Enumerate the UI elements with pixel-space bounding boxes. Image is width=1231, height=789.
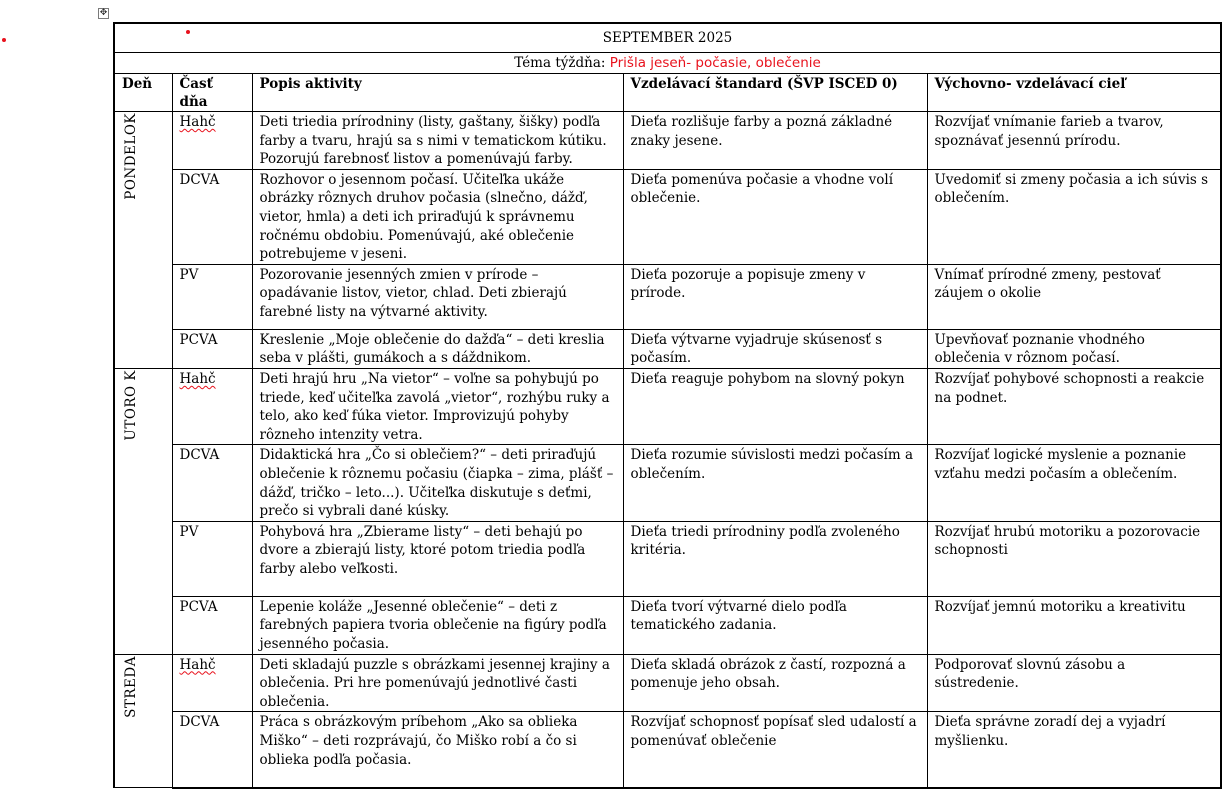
- standard-cell-text: Dieťa rozumie súvislosti medzi počasím a oblečením.: [630, 447, 914, 482]
- goal-cell: [927, 445, 1221, 521]
- standard-cell: [623, 264, 927, 329]
- standard-cell-text: Dieťa výtvarne vyjadruje skúsenosť s počasím.: [630, 331, 883, 367]
- activity-cell-text: Práca s obrázkovým príbehom „Ako sa oblieka Miško“ – deti rozprávajú, čo Miško robí a čo si oblieka podľa počasia.: [259, 714, 578, 768]
- day-name: STREDA: [123, 655, 139, 718]
- goal-cell-text: Upevňovať poznanie vhodného oblečenia v rôznom počasí.: [934, 331, 1145, 367]
- activity-cell: [252, 521, 623, 596]
- day-part-cell: [172, 368, 252, 444]
- day-part-cell: [172, 654, 252, 712]
- goal-cell: [927, 329, 1221, 368]
- goal-cell: [927, 368, 1221, 444]
- goal-cell: [927, 169, 1221, 264]
- month-title: [114, 23, 1221, 53]
- col-header-standard: Vzdelávací štandard (ŠVP ISCED 0): [623, 74, 927, 112]
- day-part-cell-text: DCVA: [179, 447, 220, 464]
- activity-cell-text: Lepenie koláže „Jesenné oblečenie“ – deti z farebných papiera tvoria oblečenie na figúry podľa jesenného počasia.: [259, 598, 607, 652]
- activity-cell: [252, 445, 623, 521]
- day-part-cell-text: Hahč: [179, 114, 216, 130]
- table-row: [114, 521, 1221, 596]
- activity-cell-text: Didaktická hra „Čo si oblečiem?“ – deti priraďujú oblečenie k rôznemu počasiu (čiapka – zima, plášť – dážď, tričko – leto...). Učiteľka diskutuje s deťmi, prečo si vybrali dané kúsky.: [259, 447, 614, 520]
- table-row: [114, 654, 1221, 712]
- goal-cell-text: Rozvíjať hrubú motoriku a pozorovacie schopnosti: [934, 523, 1201, 559]
- day-part-cell-text: DCVA: [179, 714, 220, 731]
- theme-value: Prišla jeseň- počasie, oblečenie: [609, 55, 821, 71]
- table-row: [114, 596, 1221, 654]
- day-part-cell-text: PV: [179, 523, 199, 540]
- table-row: [114, 264, 1221, 329]
- standard-cell-text: Dieťa pomenúva počasie a vhodne volí oblečenie.: [630, 171, 894, 207]
- theme-row: [114, 53, 1221, 74]
- goal-cell: [927, 112, 1221, 170]
- activity-cell: [252, 169, 623, 264]
- activity-cell: [252, 712, 623, 788]
- day-part-cell: [172, 264, 252, 329]
- standard-cell: [623, 712, 927, 788]
- weekly-plan-table: [113, 22, 1222, 789]
- day-part-cell: [172, 112, 252, 170]
- list-bullet-marker: [2, 38, 6, 42]
- day-part-cell: [172, 445, 252, 521]
- goal-cell-text: Rozvíjať logické myslenie a poznanie vzťahu medzi počasím a oblečením.: [934, 447, 1187, 482]
- goal-cell: [927, 596, 1221, 654]
- activity-cell-text: Deti skladajú puzzle s obrázkami jesennej krajiny a oblečenia. Pri hre pomenúvajú jednotlivé časti oblečenia.: [259, 656, 610, 710]
- standard-cell: [623, 112, 927, 170]
- day-part-cell: [172, 169, 252, 264]
- activity-cell-text: Rozhovor o jesennom počasí. Učiteľka ukáže obrázky rôznych druhov počasia (slnečno, dážď, vietor, hmla) a deti ich priraďujú k správnemu ročnému obdobiu. Pomenúvajú, aké oblečenie potrebujeme v jeseni.: [259, 171, 588, 263]
- standard-cell-text: Rozvíjať schopnosť popísať sled udalostí a pomenúvať oblečenie: [630, 714, 917, 750]
- col-header-part: Časť dňa: [172, 74, 252, 112]
- goal-cell: [927, 654, 1221, 712]
- goal-cell: [927, 521, 1221, 596]
- day-part-cell: [172, 521, 252, 596]
- goal-cell-text: Rozvíjať jemnú motoriku a kreativitu: [934, 598, 1186, 615]
- table-row: [114, 329, 1221, 368]
- activity-cell-text: Deti hrajú hru „Na vietor“ – voľne sa pohybujú po triede, keď učiteľka zavolá „vietor“, rozhýbu ruky a telo, ako keď fúka vietor. Improvizujú pohyby rôzneho intenzity vetra.: [259, 370, 610, 443]
- day-part-cell: [172, 712, 252, 788]
- column-header-row: [114, 74, 1221, 112]
- day-part-cell-text: Hahč: [179, 656, 216, 673]
- goal-cell: [927, 264, 1221, 329]
- standard-cell: [623, 445, 927, 521]
- col-header-activity: Popis aktivity: [252, 74, 623, 112]
- col-header-goal: Výchovno- vzdelávací cieľ: [927, 74, 1221, 112]
- activity-cell: [252, 654, 623, 712]
- activity-cell: [252, 596, 623, 654]
- standard-cell: [623, 329, 927, 368]
- activity-cell: [252, 368, 623, 444]
- activity-cell: [252, 329, 623, 368]
- standard-cell-text: Dieťa rozlišuje farby a pozná základné znaky jesene.: [630, 114, 893, 149]
- goal-cell-text: Podporovať slovnú zásobu a sústredenie.: [934, 656, 1126, 692]
- col-header-day: Deň: [114, 74, 172, 112]
- day-name: PONDELOK: [123, 113, 139, 200]
- activity-cell: [252, 112, 623, 170]
- day-cell: [114, 112, 172, 369]
- day-cell: [114, 368, 172, 654]
- activity-cell-text: Deti triedia prírodniny (listy, gaštany, šišky) podľa farby a tvaru, hrajú sa s nimi v tematickom kútiku. Pozorujú farebnosť listov a pomenúvajú farby.: [259, 114, 607, 168]
- activity-cell: [252, 264, 623, 329]
- theme-label: Téma týždňa:: [514, 55, 610, 71]
- goal-cell-text: Uvedomiť si zmeny počasia a ich súvis s oblečením.: [934, 171, 1209, 207]
- day-part-cell-text: PV: [179, 266, 199, 283]
- goal-cell-text: Dieťa správne zoradí dej a vyjadrí myšlienku.: [934, 714, 1166, 750]
- standard-cell: [623, 368, 927, 444]
- goal-cell-text: Rozvíjať pohybové schopnosti a reakcie na podnet.: [934, 370, 1205, 406]
- standard-cell-text: Dieťa pozoruje a popisuje zmeny v prírode.: [630, 266, 866, 302]
- standard-cell-text: Dieťa tvorí výtvarné dielo podľa tematického zadania.: [630, 598, 847, 634]
- goal-cell: [927, 712, 1221, 788]
- standard-cell-text: Dieťa reaguje pohybom na slovný pokyn: [630, 370, 905, 387]
- standard-cell-text: Dieťa triedi prírodniny podľa zvoleného kritéria.: [630, 523, 900, 559]
- activity-cell-text: Pohybová hra „Zbierame listy“ – deti behajú po dvore a zbierajú listy, ktoré potom triedia podľa farby alebo veľkosti.: [259, 523, 586, 577]
- table-row: [114, 112, 1221, 170]
- table-row: [114, 712, 1221, 788]
- table-row: [114, 169, 1221, 264]
- day-part-cell-text: PCVA: [179, 331, 218, 348]
- activity-cell-text: Kreslenie „Moje oblečenie do dažďa“ – deti kreslia seba v plášti, gumákoch a s dáždnikom.: [259, 331, 605, 367]
- standard-cell: [623, 169, 927, 264]
- day-part-cell: [172, 596, 252, 654]
- standard-cell-text: Dieťa skladá obrázok z častí, rozpozná a pomenuje jeho obsah.: [630, 656, 906, 692]
- table-row: [114, 445, 1221, 521]
- day-name: UTORO K: [123, 369, 139, 441]
- table-move-handle-icon[interactable]: ✥: [99, 8, 108, 18]
- table-row: [114, 368, 1221, 444]
- day-part-cell-text: DCVA: [179, 171, 220, 188]
- goal-cell-text: Rozvíjať vnímanie farieb a tvarov, spoznávať jesennú prírodu.: [934, 114, 1164, 149]
- standard-cell: [623, 654, 927, 712]
- standard-cell: [623, 596, 927, 654]
- goal-cell-text: Vnímať prírodné zmeny, pestovať záujem o okolie: [934, 266, 1161, 302]
- standard-cell: [623, 521, 927, 596]
- day-cell: [114, 654, 172, 788]
- day-part-cell-text: PCVA: [179, 598, 218, 615]
- day-part-cell: [172, 329, 252, 368]
- day-part-cell-text: Hahč: [179, 370, 216, 387]
- activity-cell-text: Pozorovanie jesenných zmien v prírode – opadávanie listov, vietor, chlad. Deti zbierajú farebné listy na výtvarné aktivity.: [259, 266, 567, 320]
- month-title-text: SEPTEMBER 2025: [602, 29, 733, 46]
